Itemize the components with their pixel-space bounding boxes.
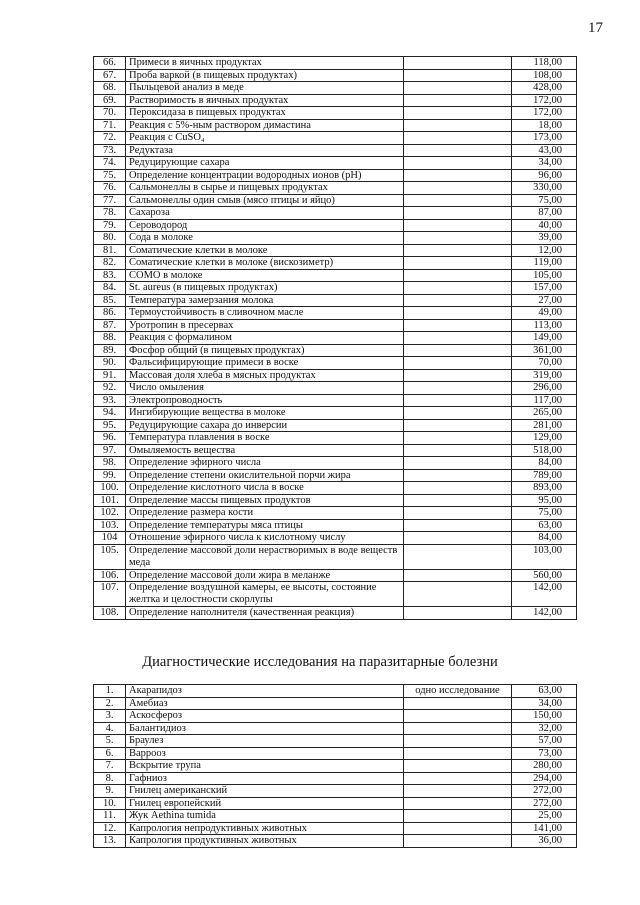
row-number: 98. xyxy=(94,457,126,470)
price-value: 70,00 xyxy=(512,357,577,370)
row-number: 9. xyxy=(94,785,126,798)
row-number: 92. xyxy=(94,382,126,395)
service-name: Соматические клетки в молоке (вискозиметр) xyxy=(126,257,404,270)
service-name: Температура замерзания молока xyxy=(126,294,404,307)
price-value: 281,00 xyxy=(512,419,577,432)
service-name: Гнилец европейский xyxy=(126,797,404,810)
price-value: 518,00 xyxy=(512,444,577,457)
unit-of-measure xyxy=(404,332,512,345)
unit-of-measure xyxy=(404,569,512,582)
price-value: 560,00 xyxy=(512,569,577,582)
price-value: 893,00 xyxy=(512,482,577,495)
service-name: Браулез xyxy=(126,735,404,748)
unit-of-measure xyxy=(404,182,512,195)
table-row xyxy=(94,835,577,848)
unit-of-measure xyxy=(404,194,512,207)
price-value: 84,00 xyxy=(512,532,577,545)
table-row xyxy=(94,369,577,382)
row-number: 72. xyxy=(94,132,126,145)
price-value: 63,00 xyxy=(512,685,577,698)
table-row xyxy=(94,532,577,545)
service-name: Примеси в яичных продуктах xyxy=(126,57,404,70)
table-row xyxy=(94,232,577,245)
row-number: 97. xyxy=(94,444,126,457)
service-name: Гафниоз xyxy=(126,772,404,785)
table-row xyxy=(94,607,577,620)
price-value: 330,00 xyxy=(512,182,577,195)
page-number: 17 xyxy=(588,20,603,36)
table-row xyxy=(94,747,577,760)
price-value: 39,00 xyxy=(512,232,577,245)
row-number: 74. xyxy=(94,157,126,170)
service-name: Температура плавления в воске xyxy=(126,432,404,445)
row-number: 10. xyxy=(94,797,126,810)
service-name: Гнилец американский xyxy=(126,785,404,798)
table-row xyxy=(94,282,577,295)
unit-of-measure xyxy=(404,469,512,482)
service-name: Аскосфероз xyxy=(126,710,404,723)
price-value: 142,00 xyxy=(512,607,577,620)
row-number: 86. xyxy=(94,307,126,320)
table-row xyxy=(94,207,577,220)
table-row xyxy=(94,507,577,520)
service-name: Редуцирующие сахара до инверсии xyxy=(126,419,404,432)
table-row xyxy=(94,82,577,95)
price-value: 150,00 xyxy=(512,710,577,723)
row-number: 11. xyxy=(94,810,126,823)
service-name: СОМО в молоке xyxy=(126,269,404,282)
unit-of-measure xyxy=(404,369,512,382)
service-name: Сальмонеллы в сырье и пищевых продуктах xyxy=(126,182,404,195)
unit-of-measure xyxy=(404,244,512,257)
service-name: Определение массы пищевых продуктов xyxy=(126,494,404,507)
unit-of-measure xyxy=(404,382,512,395)
row-number: 93. xyxy=(94,394,126,407)
table-row xyxy=(94,822,577,835)
table-row xyxy=(94,332,577,345)
row-number: 91. xyxy=(94,369,126,382)
service-name: Пыльцевой анализ в меде xyxy=(126,82,404,95)
unit-of-measure xyxy=(404,219,512,232)
service-name: Капрология непродуктивных животных xyxy=(126,822,404,835)
table-row xyxy=(94,772,577,785)
service-name: Проба варкой (в пищевых продуктах) xyxy=(126,69,404,82)
service-name: Определение степени окислительной порчи жира xyxy=(126,469,404,482)
price-value: 361,00 xyxy=(512,344,577,357)
service-name: Определение концентрации водородных ионов (pH) xyxy=(126,169,404,182)
table-row xyxy=(94,544,577,569)
price-value: 129,00 xyxy=(512,432,577,445)
row-number: 102. xyxy=(94,507,126,520)
unit-of-measure xyxy=(404,519,512,532)
service-name: Фальсифицирующие примеси в воске xyxy=(126,357,404,370)
row-number: 90. xyxy=(94,357,126,370)
service-name: Реакция с 5%-ным раствором димастина xyxy=(126,119,404,132)
table-row xyxy=(94,407,577,420)
unit-of-measure xyxy=(404,157,512,170)
service-name: Варроoз xyxy=(126,747,404,760)
row-number: 104 xyxy=(94,532,126,545)
row-number: 76. xyxy=(94,182,126,195)
price-value: 63,00 xyxy=(512,519,577,532)
unit-of-measure xyxy=(404,544,512,569)
price-value: 12,00 xyxy=(512,244,577,257)
unit-of-measure xyxy=(404,797,512,810)
row-number: 67. xyxy=(94,69,126,82)
unit-of-measure xyxy=(404,57,512,70)
price-value: 105,00 xyxy=(512,269,577,282)
table-row xyxy=(94,457,577,470)
price-value: 142,00 xyxy=(512,582,577,607)
row-number: 80. xyxy=(94,232,126,245)
service-name: Сода в молоке xyxy=(126,232,404,245)
table-row xyxy=(94,382,577,395)
unit-of-measure xyxy=(404,94,512,107)
price-value: 119,00 xyxy=(512,257,577,270)
unit-of-measure xyxy=(404,232,512,245)
unit-of-measure xyxy=(404,257,512,270)
table-row xyxy=(94,107,577,120)
row-number: 13. xyxy=(94,835,126,848)
row-number: 66. xyxy=(94,57,126,70)
unit-of-measure xyxy=(404,722,512,735)
table-row xyxy=(94,722,577,735)
row-number: 69. xyxy=(94,94,126,107)
row-number: 100. xyxy=(94,482,126,495)
service-name: Число омыления xyxy=(126,382,404,395)
price-value: 95,00 xyxy=(512,494,577,507)
price-value: 157,00 xyxy=(512,282,577,295)
service-name: Термоустойчивость в сливочном масле xyxy=(126,307,404,320)
table-row xyxy=(94,469,577,482)
price-value: 34,00 xyxy=(512,157,577,170)
unit-of-measure xyxy=(404,319,512,332)
price-value: 294,00 xyxy=(512,772,577,785)
table-row xyxy=(94,494,577,507)
price-value: 172,00 xyxy=(512,107,577,120)
table-row xyxy=(94,94,577,107)
unit-of-measure xyxy=(404,482,512,495)
table-row xyxy=(94,710,577,723)
row-number: 82. xyxy=(94,257,126,270)
unit-of-measure xyxy=(404,607,512,620)
unit-of-measure xyxy=(404,307,512,320)
row-number: 75. xyxy=(94,169,126,182)
service-name: Растворимость в яичных продуктах xyxy=(126,94,404,107)
price-value: 43,00 xyxy=(512,144,577,157)
table-row xyxy=(94,519,577,532)
lab-tests-price-table xyxy=(93,56,577,620)
row-number: 77. xyxy=(94,194,126,207)
table-row xyxy=(94,294,577,307)
unit-of-measure xyxy=(404,760,512,773)
row-number: 8. xyxy=(94,772,126,785)
row-number: 79. xyxy=(94,219,126,232)
price-value: 27,00 xyxy=(512,294,577,307)
row-number: 99. xyxy=(94,469,126,482)
price-value: 113,00 xyxy=(512,319,577,332)
unit-of-measure xyxy=(404,822,512,835)
price-value: 96,00 xyxy=(512,169,577,182)
unit-of-measure xyxy=(404,772,512,785)
price-value: 296,00 xyxy=(512,382,577,395)
unit-of-measure xyxy=(404,282,512,295)
service-name: Определение массовой доли жира в меланже xyxy=(126,569,404,582)
unit-of-measure xyxy=(404,394,512,407)
price-value: 57,00 xyxy=(512,735,577,748)
price-value: 75,00 xyxy=(512,507,577,520)
price-value: 272,00 xyxy=(512,785,577,798)
unit-of-measure xyxy=(404,107,512,120)
price-value: 789,00 xyxy=(512,469,577,482)
row-number: 83. xyxy=(94,269,126,282)
table-row xyxy=(94,269,577,282)
row-number: 85. xyxy=(94,294,126,307)
row-number: 81. xyxy=(94,244,126,257)
table-row xyxy=(94,697,577,710)
row-number: 95. xyxy=(94,419,126,432)
row-number: 89. xyxy=(94,344,126,357)
service-name: Уротропин в пресервах xyxy=(126,319,404,332)
unit-of-measure xyxy=(404,710,512,723)
row-number: 70. xyxy=(94,107,126,120)
table-row xyxy=(94,810,577,823)
price-value: 272,00 xyxy=(512,797,577,810)
row-number: 6. xyxy=(94,747,126,760)
unit-of-measure xyxy=(404,457,512,470)
service-name: Сероводород xyxy=(126,219,404,232)
service-name: Вскрытие трупа xyxy=(126,760,404,773)
unit-of-measure xyxy=(404,697,512,710)
unit-of-measure xyxy=(404,582,512,607)
price-value: 265,00 xyxy=(512,407,577,420)
price-value: 25,00 xyxy=(512,810,577,823)
table-row xyxy=(94,582,577,607)
table-row xyxy=(94,219,577,232)
unit-of-measure: одно исследование xyxy=(404,685,512,698)
service-name: Определение воздушной камеры, ее высоты, состояние желтка и целостности скорлупы xyxy=(126,582,404,607)
row-number: 103. xyxy=(94,519,126,532)
unit-of-measure xyxy=(404,494,512,507)
unit-of-measure xyxy=(404,144,512,157)
service-name: Определение кислотного числа в воске xyxy=(126,482,404,495)
unit-of-measure xyxy=(404,419,512,432)
unit-of-measure xyxy=(404,444,512,457)
row-number: 106. xyxy=(94,569,126,582)
unit-of-measure xyxy=(404,132,512,145)
row-number: 88. xyxy=(94,332,126,345)
unit-of-measure xyxy=(404,532,512,545)
unit-of-measure xyxy=(404,785,512,798)
table-row xyxy=(94,785,577,798)
service-name: Амебиаз xyxy=(126,697,404,710)
row-number: 107. xyxy=(94,582,126,607)
row-number: 78. xyxy=(94,207,126,220)
price-value: 75,00 xyxy=(512,194,577,207)
table-row xyxy=(94,482,577,495)
row-number: 12. xyxy=(94,822,126,835)
table-row xyxy=(94,760,577,773)
price-value: 49,00 xyxy=(512,307,577,320)
row-number: 73. xyxy=(94,144,126,157)
service-name: Определение наполнителя (качественная реакция) xyxy=(126,607,404,620)
table-row xyxy=(94,357,577,370)
table-row xyxy=(94,69,577,82)
price-value: 73,00 xyxy=(512,747,577,760)
table-row xyxy=(94,169,577,182)
service-name: Реакция с формалином xyxy=(126,332,404,345)
unit-of-measure xyxy=(404,735,512,748)
price-value: 103,00 xyxy=(512,544,577,569)
service-name: Омыляемость вещества xyxy=(126,444,404,457)
row-number: 4. xyxy=(94,722,126,735)
unit-of-measure xyxy=(404,747,512,760)
row-number: 94. xyxy=(94,407,126,420)
service-name: Редуктаза xyxy=(126,144,404,157)
service-name: Капрология продуктивных животных xyxy=(126,835,404,848)
service-name: Электропроводность xyxy=(126,394,404,407)
row-number: 96. xyxy=(94,432,126,445)
price-value: 84,00 xyxy=(512,457,577,470)
table-row xyxy=(94,307,577,320)
price-value: 319,00 xyxy=(512,369,577,382)
table-row xyxy=(94,685,577,698)
row-number: 84. xyxy=(94,282,126,295)
table-row xyxy=(94,735,577,748)
service-name: Определение температуры мяса птицы xyxy=(126,519,404,532)
price-value: 87,00 xyxy=(512,207,577,220)
service-name: Фосфор общий (в пищевых продуктах) xyxy=(126,344,404,357)
price-value: 141,00 xyxy=(512,822,577,835)
price-value: 149,00 xyxy=(512,332,577,345)
row-number: 5. xyxy=(94,735,126,748)
unit-of-measure xyxy=(404,82,512,95)
price-value: 36,00 xyxy=(512,835,577,848)
service-name: Сахароза xyxy=(126,207,404,220)
price-value: 34,00 xyxy=(512,697,577,710)
section-heading-parasitic-diseases: Диагностические исследования на паразитарные болезни xyxy=(142,654,498,670)
unit-of-measure xyxy=(404,810,512,823)
unit-of-measure xyxy=(404,432,512,445)
parasitic-diagnostics-price-table xyxy=(93,684,577,848)
table-row xyxy=(94,182,577,195)
row-number: 3. xyxy=(94,710,126,723)
price-value: 117,00 xyxy=(512,394,577,407)
row-number: 1. xyxy=(94,685,126,698)
row-number: 87. xyxy=(94,319,126,332)
table-row xyxy=(94,797,577,810)
row-number: 7. xyxy=(94,760,126,773)
price-value: 428,00 xyxy=(512,82,577,95)
price-value: 172,00 xyxy=(512,94,577,107)
table-row xyxy=(94,569,577,582)
service-name: Определение массовой доли нерастворимых в воде веществ меда xyxy=(126,544,404,569)
table-row xyxy=(94,57,577,70)
table-row xyxy=(94,119,577,132)
service-name: Ингибирующие вещества в молоке xyxy=(126,407,404,420)
row-number: 101. xyxy=(94,494,126,507)
unit-of-measure xyxy=(404,835,512,848)
table-row xyxy=(94,394,577,407)
unit-of-measure xyxy=(404,207,512,220)
price-value: 32,00 xyxy=(512,722,577,735)
table-row xyxy=(94,419,577,432)
service-name: Отношение эфирного числа к кислотному числу xyxy=(126,532,404,545)
table-row xyxy=(94,257,577,270)
unit-of-measure xyxy=(404,507,512,520)
table-row xyxy=(94,344,577,357)
service-name: Соматические клетки в молоке xyxy=(126,244,404,257)
price-value: 280,00 xyxy=(512,760,577,773)
service-name: Акарапидоз xyxy=(126,685,404,698)
table-row xyxy=(94,194,577,207)
row-number: 71. xyxy=(94,119,126,132)
price-value: 173,00 xyxy=(512,132,577,145)
price-value: 18,00 xyxy=(512,119,577,132)
unit-of-measure xyxy=(404,269,512,282)
service-name: Жук Aethina tumida xyxy=(126,810,404,823)
table-row xyxy=(94,244,577,257)
price-value: 40,00 xyxy=(512,219,577,232)
unit-of-measure xyxy=(404,294,512,307)
service-name: Редуцирующие сахара xyxy=(126,157,404,170)
service-name: Определение размера кости xyxy=(126,507,404,520)
table-row xyxy=(94,432,577,445)
unit-of-measure xyxy=(404,407,512,420)
service-name: Балантидиоз xyxy=(126,722,404,735)
row-number: 105. xyxy=(94,544,126,569)
table-row xyxy=(94,319,577,332)
service-name: Реакция с CuSO₄ xyxy=(126,132,404,145)
table-row xyxy=(94,144,577,157)
price-value: 108,00 xyxy=(512,69,577,82)
unit-of-measure xyxy=(404,69,512,82)
table-row xyxy=(94,157,577,170)
service-name: Пероксидаза в пищевых продуктах xyxy=(126,107,404,120)
unit-of-measure xyxy=(404,119,512,132)
service-name: St. aureus (в пищевых продуктах) xyxy=(126,282,404,295)
table-row xyxy=(94,132,577,145)
service-name: Массовая доля хлеба в мясных продуктах xyxy=(126,369,404,382)
price-value: 118,00 xyxy=(512,57,577,70)
row-number: 108. xyxy=(94,607,126,620)
table-row xyxy=(94,444,577,457)
row-number: 68. xyxy=(94,82,126,95)
service-name: Сальмонеллы один смыв (мясо птицы и яйцо) xyxy=(126,194,404,207)
unit-of-measure xyxy=(404,169,512,182)
row-number: 2. xyxy=(94,697,126,710)
unit-of-measure xyxy=(404,344,512,357)
service-name: Определение эфирного числа xyxy=(126,457,404,470)
unit-of-measure xyxy=(404,357,512,370)
